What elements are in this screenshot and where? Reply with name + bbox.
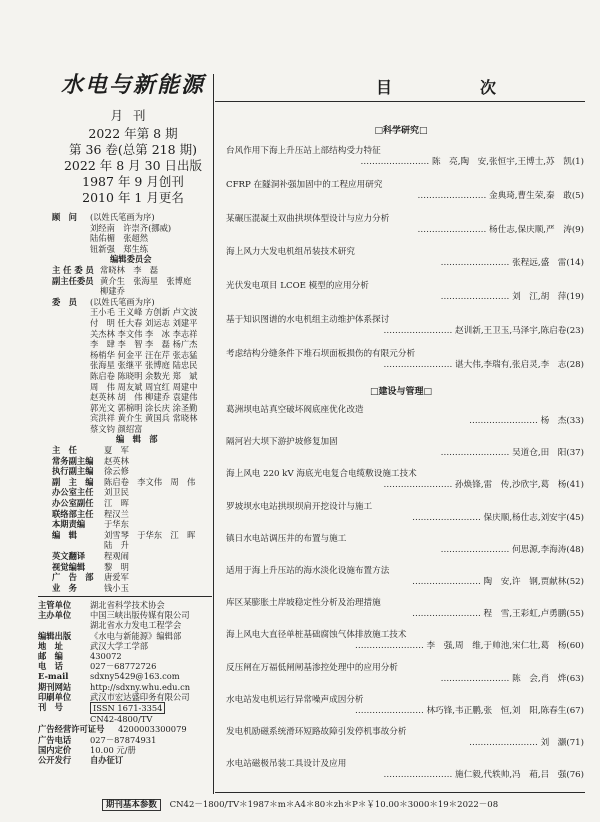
chair-row [52, 265, 212, 276]
ad-phone-label: 广告电话 [38, 734, 72, 745]
toc-entry-title: 隔河岩大坝下游护坡修复加固 [226, 437, 338, 448]
toc-entry-title: 罗坡坝水电站拱坝坝肩开挖设计与施工 [226, 501, 373, 512]
journal-logo: 水电与新能源 [60, 72, 205, 98]
toc-authors-text: 陈 亮,陶 安,张恒宇,王博士,苏 凯(1) [431, 157, 584, 167]
toc-authors-text: 吴道仓,田 阳(37) [512, 448, 584, 459]
toc-leader-dots: …………………… [440, 258, 513, 269]
members-note: (以姓氏笔画为序) [90, 296, 155, 307]
issn-row [38, 702, 212, 714]
toc-bottom-rule [215, 792, 585, 793]
toc-authors-text: 赵训新,王卫玉,马泽宇,陈启卷(23) [455, 325, 584, 336]
advisors-label: 顾 问 [52, 212, 77, 222]
members-row [52, 297, 212, 308]
ads-value: 唐爱军 [104, 572, 129, 583]
toc-entry-title: 水电站磁极吊装工具设计及应用 [226, 759, 347, 770]
vice-chair-line: 柳建乔 [100, 286, 125, 297]
member-line: 付 明 任大春 刘运志 刘建平 [90, 317, 198, 328]
advisors-row [52, 212, 212, 223]
toc-entry[interactable] [226, 727, 584, 759]
toc-entry-authors [226, 157, 584, 168]
toc-entry-title: 台风作用下海上升压站上部结构受力特征 [226, 146, 381, 156]
toc-entry-authors [226, 360, 584, 371]
deputy-label: 副 主 编 [52, 476, 94, 487]
params-label: 期刊基本参数 [102, 799, 161, 811]
toc-leader-dots: …………………… [412, 512, 484, 523]
vice-chair-value: 黄介生 张海星 张博庭 [100, 275, 192, 286]
toc-title: 目 次 [376, 78, 533, 97]
license-value: 4200003300079 [118, 724, 187, 735]
member-line: 周 伟 周友斌 周宜红 周建中 [90, 381, 198, 392]
toc-leader-dots: …………………… [440, 544, 513, 555]
editorial-dept-heading: 编 辑 部 [116, 434, 158, 445]
toc-entry-authors [226, 480, 584, 491]
toc-entry-title: 考虑结构分缝条件下堆石坝面板损伤的有限元分析 [226, 348, 416, 359]
toc-entry-title: 适用于海上升压站的海水淡化设施布置方法 [226, 565, 390, 576]
toc-leader-dots: …………………… [355, 641, 427, 652]
publisher-info [38, 600, 212, 765]
member-line: 郭光文 郭棉明 涂长庆 涂圣勤 [90, 402, 198, 413]
ad-phone-row [38, 735, 212, 745]
ad-phone-value: 027－87874931 [90, 734, 157, 745]
founded-date: 1987 年 9 月创刊 [82, 174, 184, 189]
issue-number: 2022 年第 8 期 [88, 126, 178, 141]
toc-entry[interactable] [226, 146, 584, 180]
sponsor-value: 湖北省科学技术协会 [90, 600, 165, 610]
email-row [38, 671, 212, 681]
toc-title-rule [215, 101, 585, 102]
toc-entry[interactable] [226, 759, 584, 791]
issue-editor-value: 于华东 [104, 519, 129, 530]
toc-entry-authors [226, 513, 584, 524]
editorial-committee-heading: 编辑委员会 [110, 254, 152, 265]
member-line: 王小毛 王义峰 方创新 卢文波 [90, 307, 198, 318]
toc-leader-dots: …………………… [440, 673, 513, 684]
toc-authors-text: 杨仕志,保庆顺,严 涛(9) [489, 224, 584, 235]
visual-label: 视觉编辑 [52, 561, 86, 572]
visual-row [52, 562, 212, 573]
office-value: 江 晖 [104, 498, 129, 509]
editors-line: 陆 升 [104, 540, 129, 551]
address-label: 地 址 [38, 640, 63, 651]
toc-authors-text: 程 雪,王彩虹,卢勇鹏(55) [483, 609, 584, 620]
toc-entry[interactable] [226, 566, 584, 598]
advisor-line: 刘经南 许崇齐(挪威) [90, 222, 172, 233]
toc-leader-dots: …………………… [417, 224, 490, 235]
toc-entry[interactable] [226, 469, 584, 501]
liaison-label: 联络部主任 [52, 508, 94, 519]
volume-number: 第 36 卷(总第 218 期) [69, 142, 197, 157]
toc-authors-text: 金典琦,曹生荣,秦 敢(5) [489, 190, 584, 201]
toc-entry[interactable] [226, 315, 584, 349]
toc-entry-authors [226, 674, 584, 685]
print-row [38, 692, 212, 702]
issue-editor-label: 本期责编 [52, 519, 86, 530]
toc-entry[interactable] [226, 663, 584, 695]
business-value: 钱小玉 [104, 582, 129, 593]
toc-leader-dots: …………………… [383, 770, 456, 781]
toc-entry[interactable] [226, 502, 584, 534]
member-line: 李 肆 李 智 李 磊 杨广杰 [90, 339, 198, 350]
vice-chair-label: 副主任委员 [52, 275, 94, 286]
toc-entry-title: CFRP 在隧洞补强加固中的工程应用研究 [226, 179, 383, 190]
toc-entry-authors [226, 448, 584, 459]
dist-label: 公开发行 [38, 755, 72, 766]
cn-value: CN42-4800/TV [90, 714, 153, 725]
liaison-value: 程汉兰 [104, 508, 129, 519]
toc-entry-authors [226, 641, 584, 652]
web-value: http://sdxny.whu.edu.cn [90, 681, 191, 692]
toc-entry-authors [226, 225, 584, 236]
toc-leader-dots: …………………… [412, 576, 484, 587]
toc-authors-text: 杨 杰(33) [540, 416, 584, 426]
email-label: E-mail [38, 671, 69, 682]
office-vice-value: 刘卫民 [104, 487, 129, 498]
license-row [38, 724, 212, 734]
deputy-row [52, 477, 212, 488]
vice-chief-value: 赵英林 [104, 455, 129, 466]
toc-entry-authors [226, 577, 584, 588]
member-line: 张海星 张继平 张博庭 陆忠民 [90, 360, 198, 371]
toc-leader-dots: …………………… [440, 448, 513, 459]
toc-entry-title: 发电机励磁系统滑环短路故障引发停机事故分析 [226, 726, 407, 737]
toc-entry-title: 库区某膨胀土岸坡稳定性分析及治理措施 [226, 598, 381, 609]
toc-section-construction [226, 405, 584, 791]
toc-entry-title: 光伏发电项目 LCOE 模型的应用分析 [226, 281, 369, 292]
license-label: 广告经营许可证号 [38, 724, 105, 735]
phone-value: 027－68772726 [90, 661, 157, 672]
toc-entry-title: 葛洲坝电站真空破坏阀底座优化改造 [226, 405, 364, 415]
issn-label: 刊 号 [38, 702, 63, 713]
editor-row [38, 631, 212, 641]
director-label: 主 任 [52, 445, 77, 456]
exec-chief-row [52, 466, 212, 477]
toc-entry[interactable] [226, 281, 584, 315]
address-value: 武汉大学工学部 [90, 640, 149, 651]
member-line: 陈启卷 陈晓明 余数光 郑 斌 [90, 370, 198, 381]
english-row [52, 551, 212, 562]
toc-leader-dots: …………………… [469, 416, 541, 426]
chair-value: 常晓林 李 磊 [100, 264, 159, 275]
toc-authors-text: 孙焕锋,雷 传,沙欣宇,葛 杨(41) [455, 480, 584, 491]
toc-entry-authors [226, 326, 584, 337]
member-line: 宾洪祥 黄介生 黄国兵 常晓林 [90, 413, 198, 424]
editors-row [52, 530, 212, 541]
toc-authors-text: 刘 江,胡 萍(19) [512, 292, 584, 303]
dist-row [38, 755, 212, 765]
publish-date: 2022 年 8 月 30 日出版 [63, 158, 203, 173]
advisor-line: 钮新强 郑生练 [90, 243, 149, 254]
sponsor-label: 主管单位 [38, 600, 72, 610]
office-label: 办公室副任 [52, 498, 94, 509]
price-row [38, 745, 212, 755]
toc-entry-authors [226, 706, 584, 717]
toc-authors-text: 张程远,盛 雷(14) [512, 258, 584, 269]
member-line: 赵英林 胡 伟 柳建乔 袁建伟 [90, 392, 198, 403]
toc-entry-authors [226, 738, 584, 749]
deputy-value: 陈启卷 李文伟 周 伟 [104, 476, 196, 487]
office-vice-label: 办公室主任 [52, 487, 94, 498]
section-label-research: □科学研究□ [374, 126, 428, 136]
toc-authors-text: 陈 会,肖 烨(63) [512, 673, 584, 684]
members-label: 委 员 [52, 296, 77, 307]
toc-entry[interactable] [226, 695, 584, 727]
toc-leader-dots: …………………… [440, 292, 513, 303]
address-row [38, 641, 212, 651]
editors-label: 编 辑 [52, 529, 77, 540]
toc-entry[interactable] [226, 214, 584, 248]
ads-label: 广 告 部 [52, 572, 94, 583]
toc-entry-title: 镇日水电站调压井的布置与施工 [226, 533, 347, 544]
exec-chief-label: 执行副主编 [52, 466, 94, 477]
editor-label: 编辑出版 [38, 630, 72, 641]
advisor-line: 陆佑楣 张超然 [90, 233, 149, 244]
member-line: 关杰林 李文伟 李 冰 李志祥 [90, 328, 198, 339]
toc-authors-text: 林巧锋,韦正鹏,张 恒,刘 阳,陈春生(67) [426, 705, 584, 716]
postcode-row [38, 651, 212, 661]
toc-leader-dots: …………………… [383, 480, 456, 491]
column-divider [213, 74, 214, 794]
exec-chief-value: 徐云修 [104, 466, 129, 477]
toc-authors-text: 保庆顺,杨仕志,刘安宇(45) [483, 512, 584, 523]
toc-entry[interactable] [226, 180, 584, 214]
toc-entry-authors [226, 191, 584, 202]
vice-chief-row [52, 456, 212, 467]
toc-entry[interactable] [226, 349, 584, 383]
toc-entry-authors [226, 292, 584, 303]
toc-leader-dots: …………………… [417, 190, 490, 201]
director-row [52, 445, 212, 456]
editorial-board [52, 212, 212, 593]
business-row [52, 583, 212, 594]
section-label-construction: □建设与管理□ [369, 387, 432, 397]
print-label: 印刷单位 [38, 691, 72, 702]
toc-entry-authors [226, 770, 584, 781]
toc-entry[interactable] [226, 534, 584, 566]
phone-row [38, 661, 212, 671]
host-value: 中国三峡出版传媒有限公司 [90, 610, 190, 621]
director-value: 夏 军 [104, 445, 129, 456]
toc-entry[interactable] [226, 630, 584, 662]
office-row [52, 498, 212, 509]
liaison-row [52, 509, 212, 520]
english-label: 英文翻译 [52, 551, 86, 561]
toc-authors-text: 李 强,周 维,于帅池,宋仁壮,葛 杨(60) [426, 641, 584, 652]
web-label: 期刊网站 [38, 681, 72, 692]
toc-entry-title: 某碾压混凝土双曲拱坝体型设计与应力分析 [226, 213, 390, 224]
postcode-label: 邮 编 [38, 651, 63, 662]
chair-label: 主 任 委 员 [52, 264, 94, 275]
price-value: 10.00 元/册 [90, 744, 136, 755]
toc-leader-dots: …………………… [383, 325, 456, 336]
toc-authors-text: 刘 灏(71) [540, 737, 584, 748]
toc-entry-title: 海上风电 220 kV 海底光电复合电缆敷设施工技术 [226, 469, 417, 480]
web-row [38, 682, 212, 692]
visual-value: 黎 明 [104, 561, 129, 572]
member-line: 杨梢华 何金平 汪在芹 张志猛 [90, 349, 198, 360]
toc-entry-title: 基于知识图谱的水电机组主动维护体系探讨 [226, 314, 390, 325]
toc-entry[interactable] [226, 437, 584, 469]
left-divider [38, 596, 212, 597]
host-line: 湖北省水力发电工程学会 [90, 620, 182, 631]
toc-authors-text: 谌大伟,李瑞有,张启灵,李 志(28) [455, 359, 584, 370]
toc-leader-dots: …………………… [383, 359, 456, 370]
toc-entry-authors [226, 545, 584, 556]
host-label: 主办单位 [38, 610, 72, 621]
renamed-date: 2010 年 1 月更名 [82, 190, 184, 205]
dist-value: 自办征订 [90, 755, 124, 766]
toc-leader-dots: …………………… [412, 609, 484, 620]
vice-chair-row [52, 276, 212, 287]
toc-section-research [226, 146, 584, 383]
phone-label: 电 话 [38, 661, 63, 672]
toc-authors-text: 施仁毅,代轶帅,冯 葙,吕 强(76) [455, 770, 584, 781]
editors-value: 刘雪琴 于华东 江 晖 [104, 529, 196, 540]
toc-entry[interactable] [226, 247, 584, 281]
office-vice-row [52, 487, 212, 498]
journal-params [0, 798, 600, 810]
host-extra: 《水电与新能源》编辑部 [90, 630, 182, 641]
english-value: 程观闹 [104, 551, 129, 561]
business-label: 业 务 [52, 582, 77, 593]
publication-info [58, 108, 208, 206]
issn-value: ISSN 1671-3354 [90, 702, 165, 714]
toc-leader-dots: …………………… [355, 705, 427, 716]
toc-entry-authors [226, 609, 584, 620]
toc-entry-title: 海上风电大直径单桩基础腐蚀气体排放施工技术 [226, 630, 407, 641]
ads-row [52, 572, 212, 583]
toc-leader-dots: …………………… [469, 737, 541, 748]
host-row [38, 610, 212, 620]
advisors-note: (以姓氏笔画为序) [90, 212, 155, 222]
toc-authors-text: 陶 安,许 钢,贾献林(52) [483, 576, 584, 587]
print-value: 武汉市宏达盛印务有限公司 [90, 691, 190, 702]
member-list [52, 307, 212, 434]
issue-editor-row [52, 519, 212, 530]
toc-entry[interactable] [226, 405, 584, 437]
params-value: CN42－1800/TV＊1987＊m＊A4＊80＊zh＊P＊￥10.00＊3000＊19＊2022－08 [169, 800, 499, 810]
toc-entry-authors [226, 416, 584, 427]
postcode-value: 430072 [90, 651, 122, 662]
email-value: sdxny5429@163.com [90, 671, 180, 682]
journal-kind: 月刊 [110, 108, 156, 123]
toc-entry-title: 水电站发电机运行异常噪声成因分析 [226, 694, 364, 705]
toc-entry-title: 反压闸在万福低闸闸基渗控处理中的应用分析 [226, 662, 398, 673]
toc-entry[interactable] [226, 598, 584, 630]
sponsor-row [38, 600, 212, 610]
toc-entry-title: 海上风力大发电机组吊装技术研究 [226, 247, 355, 258]
vice-chief-label: 常务副主编 [52, 455, 94, 466]
member-line: 蔡文钧 颜绍富 [90, 423, 143, 434]
price-label: 国内定价 [38, 744, 72, 755]
toc-leader-dots: …………………… [360, 157, 432, 167]
toc-authors-text: 何思源,李海涛(48) [512, 544, 584, 555]
toc-entry-authors [226, 258, 584, 269]
